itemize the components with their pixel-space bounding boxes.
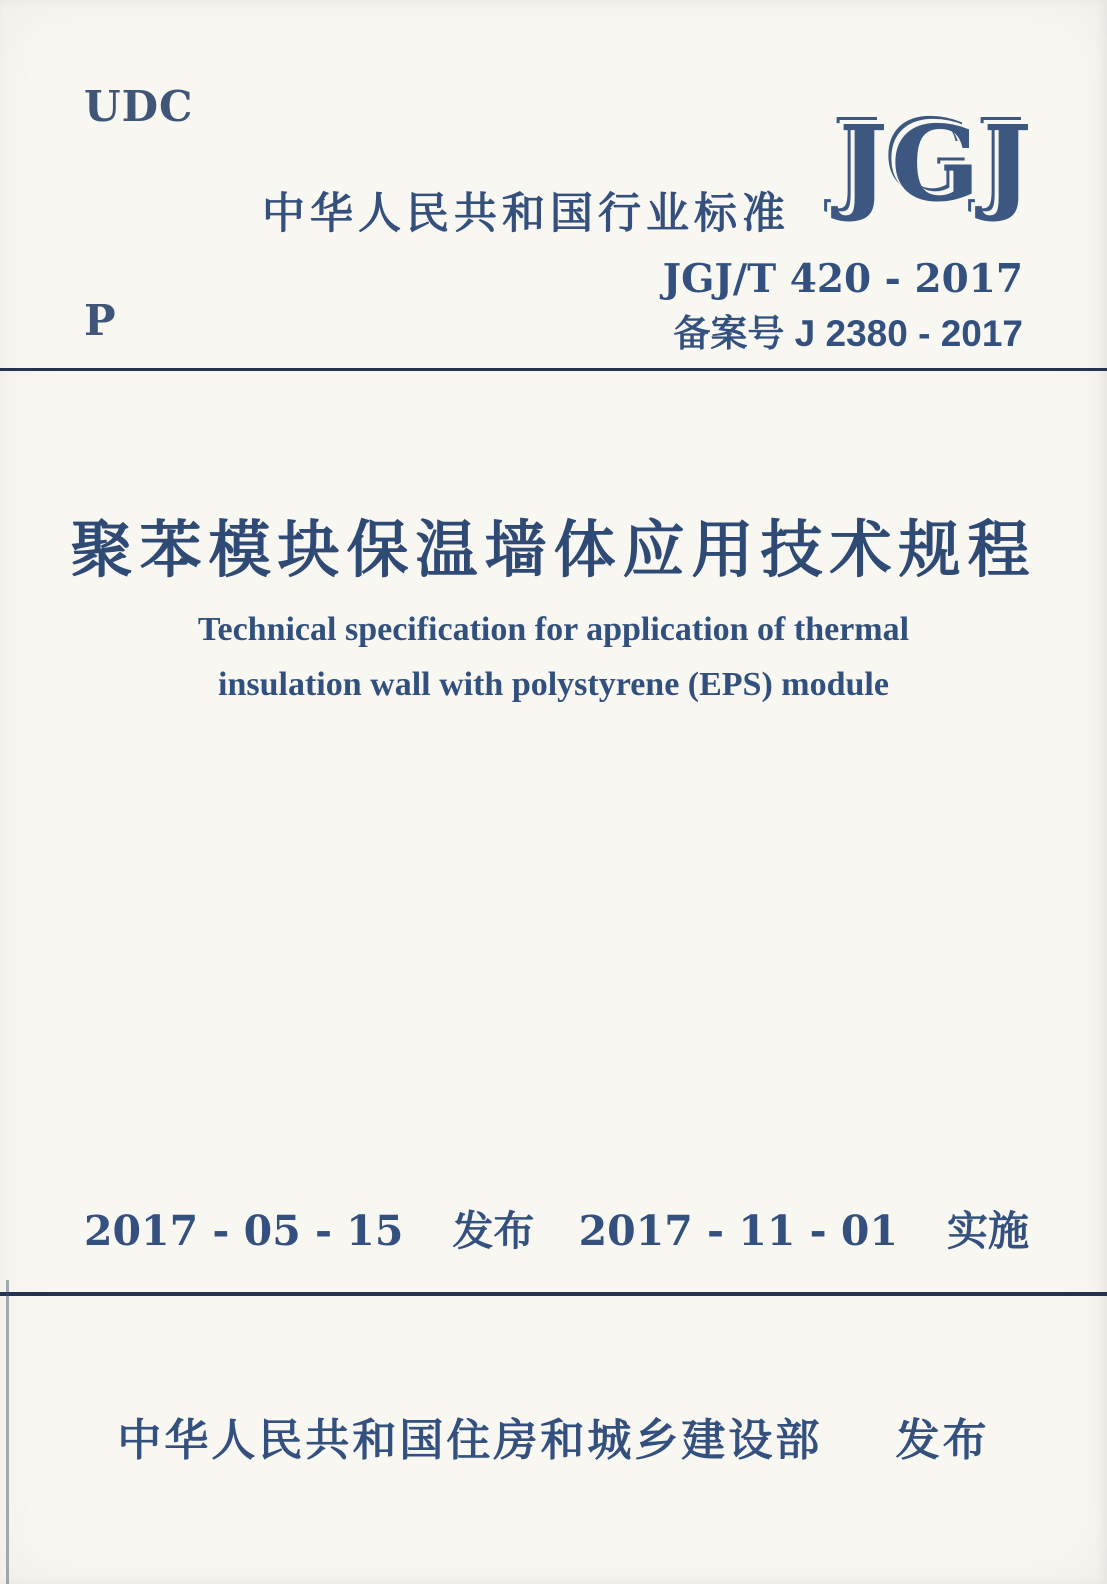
title-english xyxy=(0,602,1107,712)
record-number: 备案号 J 2380 - 2017 xyxy=(673,313,1023,354)
header-divider-line xyxy=(0,368,1107,371)
publisher-name: 中华人民共和国住房和城乡建设部 xyxy=(117,1416,823,1465)
implement-date: 2017 - 11 - 01 xyxy=(578,1207,898,1255)
title-english-line2: insulation wall with polystyrene (EPS) module xyxy=(218,666,889,703)
publisher-action: 发布 xyxy=(895,1416,990,1465)
scan-page-edge-artifact xyxy=(6,1280,9,1584)
dates-row xyxy=(0,1198,1107,1257)
publisher-row xyxy=(0,1404,1107,1468)
issue-date-group xyxy=(84,1198,534,1257)
standard-code: JGJ/T 420 - 2017 xyxy=(662,256,1023,302)
issue-date: 2017 - 05 - 15 xyxy=(84,1207,404,1255)
issue-label: 发布 xyxy=(452,1208,535,1254)
implement-label: 实施 xyxy=(947,1208,1029,1254)
udc-code: UDC xyxy=(84,82,194,131)
title-chinese: 聚苯模块保温墙体应用技术规程 xyxy=(70,517,1037,585)
implement-date-group xyxy=(579,1198,1029,1257)
footer-divider-line xyxy=(0,1292,1107,1296)
title-english-line1: Technical specification for application of thermal xyxy=(197,611,910,648)
standard-type-heading: 中华人民共和国行业标准 xyxy=(262,190,790,238)
jgj-logo: JGJ xyxy=(838,102,1035,225)
classification-code: P xyxy=(84,296,116,345)
